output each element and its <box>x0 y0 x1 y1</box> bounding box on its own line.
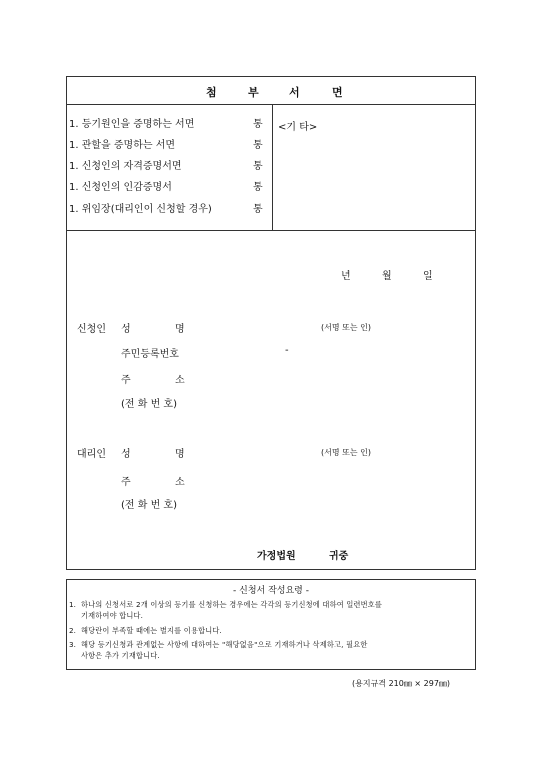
attachment-form <box>66 76 476 570</box>
applicant-id-label: 주민등록번호 <box>121 349 179 360</box>
agent-address-label: 주 <box>121 477 131 488</box>
agent-name-label: 명 <box>175 449 185 460</box>
court-suffix: 귀중 <box>329 551 349 562</box>
attachment-list <box>67 105 475 231</box>
guide-item-text: 기재하여야 합니다. <box>81 611 144 620</box>
title-char: 면 <box>332 86 343 99</box>
section-title <box>67 77 475 105</box>
agent-name-label: 성 <box>121 449 131 460</box>
agent-phone-label: (전 화 번 호) <box>121 500 177 511</box>
agent-address-label: 소 <box>175 477 185 488</box>
title-char: 첨 <box>206 86 217 99</box>
item-unit: 통 <box>253 182 263 193</box>
item-number: 1. <box>69 140 79 151</box>
guide-title: - 신청서 작성요령 - <box>233 586 309 596</box>
date-year: 년 <box>341 271 351 282</box>
attachment-item <box>69 160 269 174</box>
item-number: 1. <box>69 119 79 130</box>
item-unit: 통 <box>253 204 263 215</box>
column-divider <box>272 105 273 231</box>
item-number: 1. <box>69 204 79 215</box>
attachment-item <box>69 139 269 153</box>
item-number: 1. <box>69 182 79 193</box>
item-unit: 통 <box>253 119 263 130</box>
court-name: 가정법원 <box>257 551 296 562</box>
guide-item-text: 하나의 신청서로 2개 이상의 등기를 신청하는 경우에는 각각의 등기신청에 대하여 일련번호를 <box>81 600 383 609</box>
applicant-address-label: 주 <box>121 375 131 386</box>
applicant-address-label: 소 <box>175 375 185 386</box>
writing-guide <box>66 579 476 670</box>
item-label: 관할을 증명하는 서면 <box>81 140 176 151</box>
applicant-name-label: 성 <box>121 324 131 335</box>
paper-size-note: (용지규격 210㎜ × 297㎜) <box>352 679 451 688</box>
applicant-id-dash: - <box>285 345 289 356</box>
date-day: 일 <box>423 271 433 282</box>
attachment-item <box>69 203 269 217</box>
agent-signature: (서명 또는 인) <box>321 448 371 457</box>
item-label: 위임장(대리인이 신청할 경우) <box>81 204 212 215</box>
guide-item-text: 해당 등기신청과 관계없는 사항에 대하여는 "해당없음"으로 기재하거나 삭제하고, 필요한 <box>81 640 368 649</box>
guide-item-text: 해당란이 부족할 때에는 별지를 이용합니다. <box>81 626 223 635</box>
item-number: 1. <box>69 161 79 172</box>
attachment-item <box>69 181 269 195</box>
guide-item-text: 사항은 추가 기재합니다. <box>81 651 160 660</box>
attachment-item <box>69 118 269 132</box>
guide-item-number: 2. <box>69 626 76 635</box>
item-unit: 통 <box>253 140 263 151</box>
applicant-name-label: 명 <box>175 324 185 335</box>
item-label: 신청인의 자격증명서면 <box>81 161 182 172</box>
applicant-phone-label: (전 화 번 호) <box>121 399 177 410</box>
date-month: 월 <box>382 271 392 282</box>
guide-item-number: 1. <box>69 600 76 609</box>
item-label: 등기원인을 증명하는 서면 <box>81 119 195 130</box>
agent-role: 대리인 <box>77 449 106 460</box>
applicant-role: 신청인 <box>77 324 106 335</box>
applicant-signature: (서명 또는 인) <box>321 323 371 332</box>
title-char: 서 <box>289 86 300 99</box>
other-label: <기 타> <box>278 122 318 133</box>
title-char: 부 <box>248 86 259 99</box>
guide-item-number: 3. <box>69 640 76 649</box>
item-label: 신청인의 인감증명서 <box>81 182 172 193</box>
item-unit: 통 <box>253 161 263 172</box>
